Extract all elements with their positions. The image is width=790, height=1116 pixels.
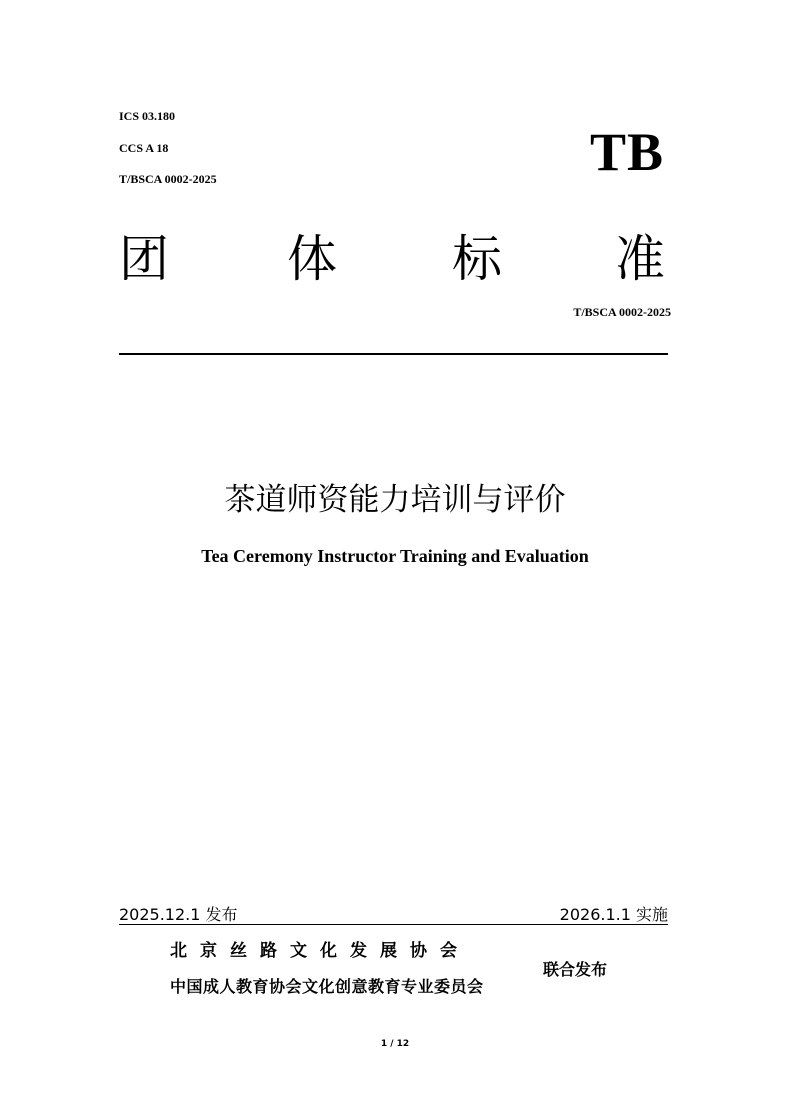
- document-title-cn: 茶道师资能力培训与评价: [224, 482, 566, 518]
- issuer-org-1: 北京丝路文化发展协会: [170, 941, 470, 961]
- page-number: 1 / 12: [380, 1039, 410, 1049]
- standard-mark: TB: [590, 122, 665, 182]
- ics-code: ICS 03.180: [119, 109, 176, 123]
- document-title-en: Tea Ceremony Instructor Training and Evaluation: [201, 546, 589, 566]
- ccs-code: CCS A 18: [119, 141, 169, 155]
- standard-type-char: 准: [615, 230, 665, 288]
- implementation-date: 2026.1.1 实施: [559, 905, 668, 924]
- top-divider: [119, 353, 668, 355]
- standard-type-char: 团: [119, 230, 169, 288]
- standard-code: T/BSCA 0002-2025: [573, 305, 671, 319]
- standard-type-char: 体: [287, 230, 337, 288]
- standard-type-char: 标: [452, 230, 502, 288]
- standard-code-top: T/BSCA 0002-2025: [119, 172, 217, 186]
- bottom-divider: [119, 924, 668, 925]
- joint-issue-label: 联合发布: [543, 960, 608, 979]
- issuer-org-2: 中国成人教育协会文化创意教育专业委员会: [170, 977, 484, 996]
- publish-date: 2025.12.1 发布: [119, 905, 238, 924]
- standard-type-heading: [119, 228, 675, 298]
